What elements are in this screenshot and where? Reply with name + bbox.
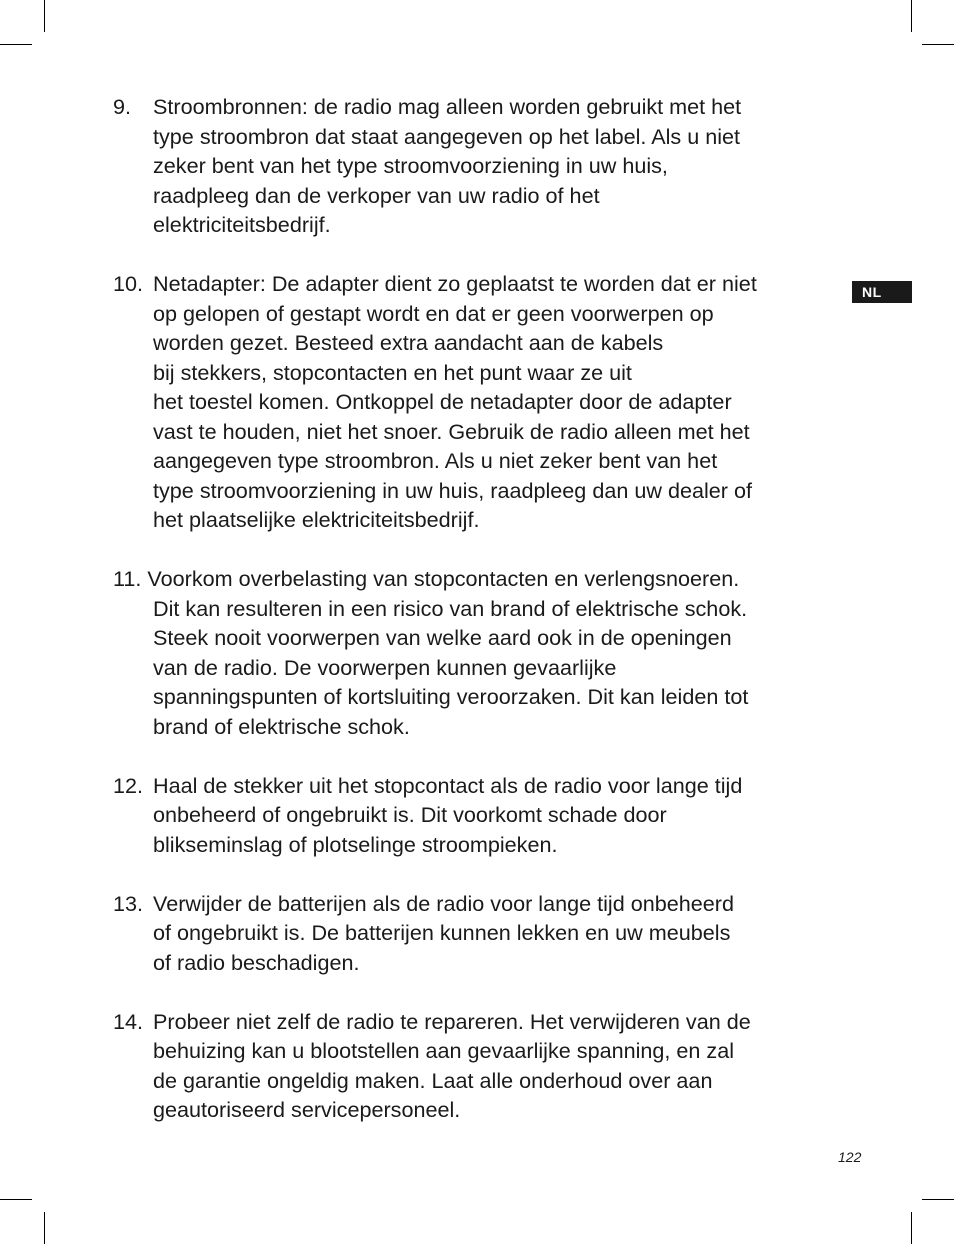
- item-text-line: Steek nooit voorwerpen van welke aard ook in de openingen: [153, 625, 732, 650]
- crop-mark: [922, 1199, 954, 1200]
- item-text-line: Stroombronnen: de radio mag alleen worden gebruikt met het: [153, 94, 742, 119]
- item-text-line: brand of elektrische schok.: [153, 713, 410, 739]
- item-text-line: Probeer niet zelf de radio te repareren. Het verwijderen van de: [153, 1008, 751, 1034]
- page-number: 122: [838, 1149, 862, 1165]
- crop-mark: [44, 0, 45, 32]
- list-item: [113, 564, 848, 741]
- crop-mark: [911, 0, 912, 32]
- item-text-line: Verwijder de batterijen als de radio voor lange tijd onbeheerd: [153, 890, 735, 916]
- item-text-line: Haal de stekker uit het stopcontact als de radio voor lange tijd: [153, 772, 743, 798]
- list-item: [113, 1007, 848, 1125]
- item-text-line: het toestel komen. Ontkoppel de netadapter door de adapter: [153, 389, 732, 414]
- item-text-line: spanningspunten of kortsluiting veroorzaken. Dit kan leiden tot: [153, 684, 749, 709]
- crop-mark: [911, 1212, 912, 1244]
- item-text-line: behuizing kan u blootstellen aan gevaarlijke spanning, en zal: [153, 1038, 735, 1063]
- instruction-list: [113, 92, 848, 1125]
- crop-mark: [0, 1199, 32, 1200]
- item-number: 12.: [113, 772, 144, 798]
- item-text-line: elektriciteitsbedrijf.: [153, 212, 331, 237]
- item-text-line: 11. Voorkom overbelasting van stopcontacten en verlengsnoeren.: [113, 566, 740, 591]
- item-text-line: blikseminslag of plotselinge stroompieken.: [153, 831, 558, 857]
- item-text-line: Dit kan resulteren in een risico van brand of elektrische schok.: [153, 595, 748, 621]
- item-text-line: type stroombron dat staat aangegeven op het label. Als u niet: [153, 123, 741, 149]
- list-item: [113, 269, 848, 535]
- list-item: [113, 889, 848, 978]
- item-text-line: geautoriseerd servicepersoneel.: [153, 1097, 461, 1122]
- item-number: 14.: [113, 1008, 144, 1034]
- crop-mark: [0, 44, 32, 45]
- crop-mark: [922, 44, 954, 45]
- item-text-line: aangegeven type stroombron. Als u niet zeker bent van het: [153, 448, 718, 473]
- item-text-line: raadpleeg dan de verkoper van uw radio of het: [153, 182, 600, 208]
- item-number: 13.: [113, 890, 144, 916]
- item-text-line: zeker bent van het type stroomvoorziening in uw huis,: [153, 153, 668, 178]
- item-text-line: worden gezet. Besteed extra aandacht aan de kabels: [153, 330, 664, 355]
- item-text-line: bij stekkers, stopcontacten en het punt waar ze uit: [153, 359, 632, 385]
- item-text-line: of radio beschadigen.: [153, 949, 360, 975]
- item-text-line: van de radio. De voorwerpen kunnen gevaarlijke: [153, 654, 617, 680]
- list-item: [113, 771, 848, 860]
- item-text-line: de garantie ongeldig maken. Laat alle onderhoud over aan: [153, 1067, 713, 1093]
- language-tab: NL: [852, 281, 912, 303]
- item-text-line: of ongebruikt is. De batterijen kunnen lekken en uw meubels: [153, 920, 731, 945]
- item-text-line: Netadapter: De adapter dient zo geplaatst te worden dat er niet: [153, 271, 757, 296]
- item-text-line: op gelopen of gestapt wordt en dat er geen voorwerpen op: [153, 300, 714, 326]
- item-number: 10.: [113, 271, 144, 296]
- item-text-line: type stroomvoorziening in uw huis, raadpleeg dan uw dealer of: [153, 477, 752, 503]
- item-number: 9.: [113, 94, 132, 119]
- item-text-line: vast te houden, niet het snoer. Gebruik de radio alleen met het: [153, 418, 750, 444]
- item-text-line: onbeheerd of ongebruikt is. Dit voorkomt schade door: [153, 802, 667, 827]
- list-item: [113, 92, 848, 240]
- crop-mark: [44, 1212, 45, 1244]
- item-text-line: het plaatselijke elektriciteitsbedrijf.: [153, 507, 480, 532]
